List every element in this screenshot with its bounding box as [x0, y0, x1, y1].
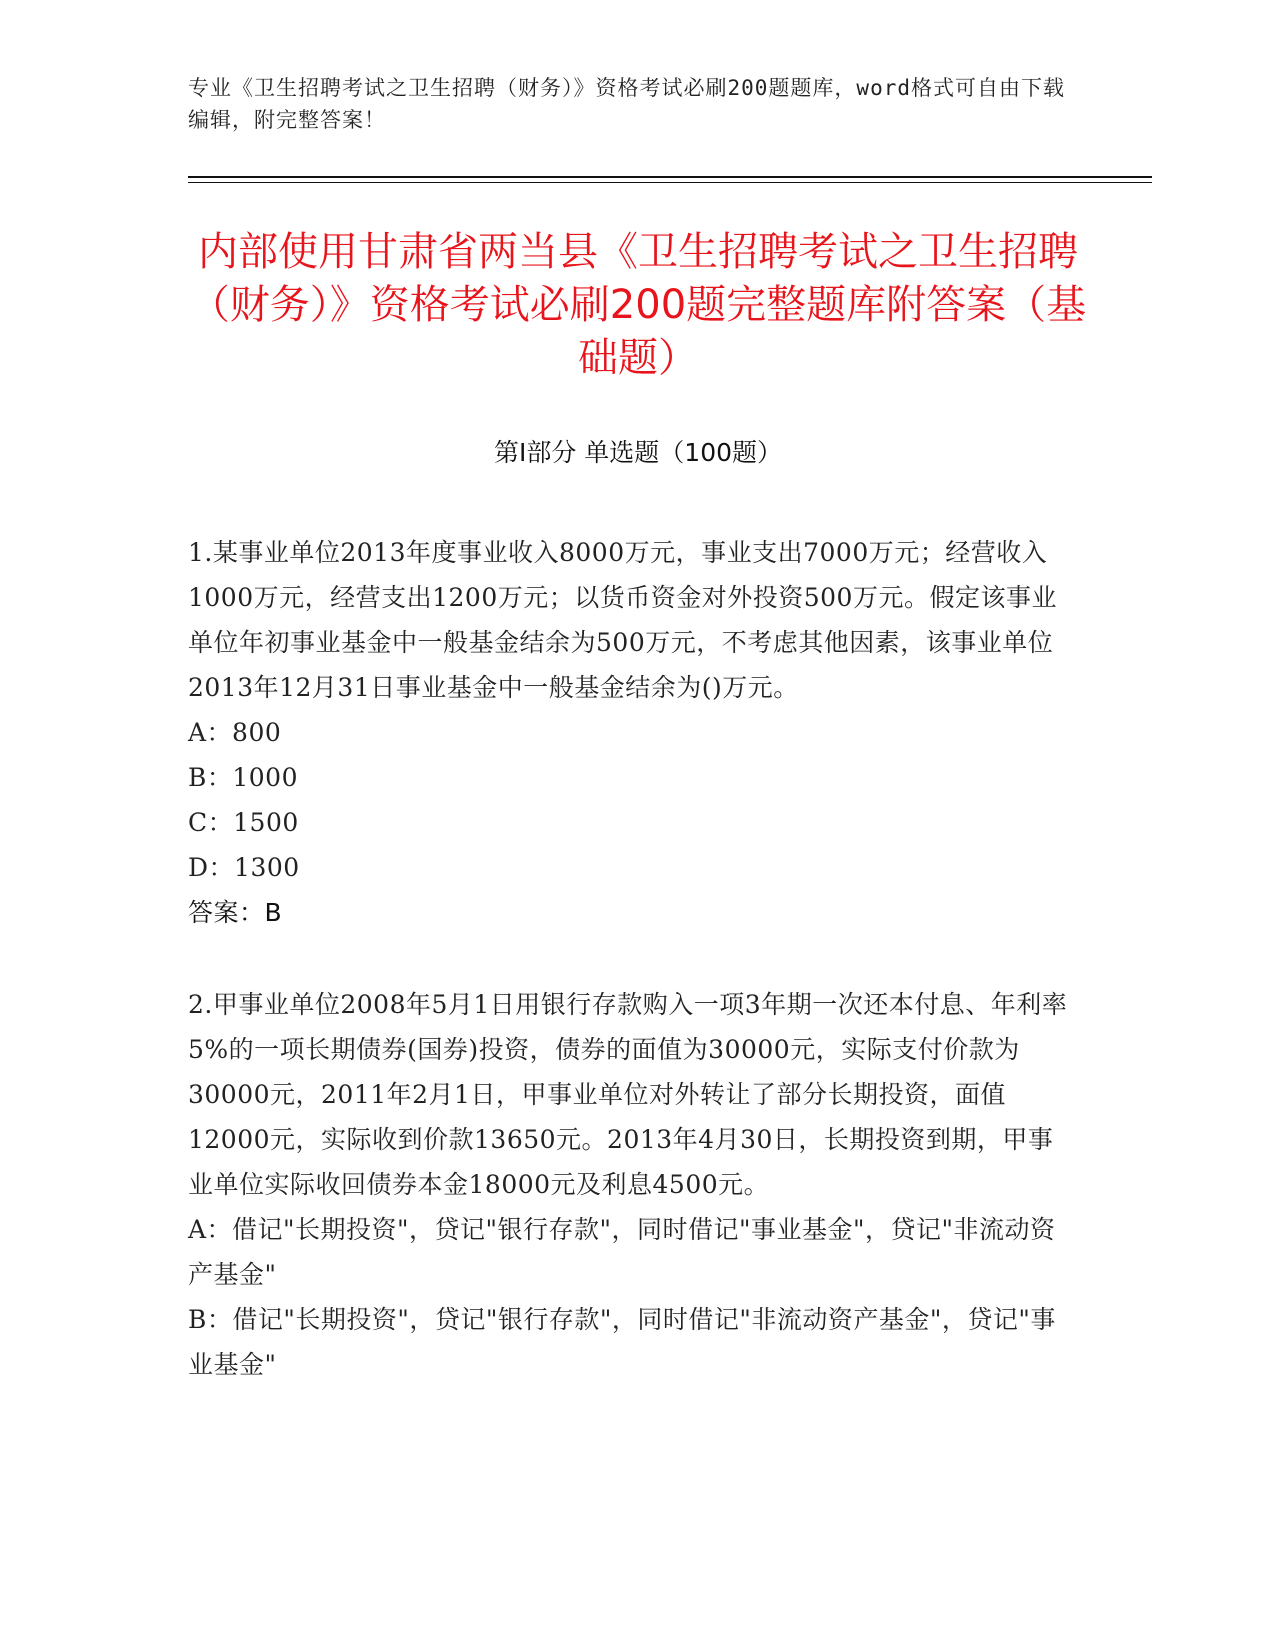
- option-b: B：1000: [188, 763, 298, 792]
- option-a: A：800: [188, 718, 282, 747]
- question-2: [188, 982, 1068, 1387]
- option-a: A：借记"长期投资"，贷记"银行存款"，同时借记"事业基金"，贷记"非流动资产基金": [188, 1215, 1056, 1289]
- question-stem: 2.甲事业单位2008年5月1日用银行存款购入一项3年期一次还本付息、年利率5%的一项长期债券(国券)投资，债券的面值为30000元，实际支付价款为30000元，2011年2月1日，甲事业单位对外转让了部分长期投资，面值12000元，实际收到价款13650元。2013年4月30日，长期投资到期，甲事业单位实际收回债券本金18000元及利息4500元。: [188, 990, 1068, 1199]
- option-c: C：1500: [188, 808, 299, 837]
- question-stem: 1.某事业单位2013年度事业收入8000万元，事业支出7000万元；经营收入1000万元，经营支出1200万元；以货币资金对外投资500万元。假定该事业单位年初事业基金中一般基金结余为500万元，不考虑其他因素，该事业单位2013年12月31日事业基金中一般基金结余为()万元。: [188, 538, 1057, 702]
- header-rule-thin: [188, 182, 1152, 183]
- question-1: [188, 530, 1068, 935]
- header-note: 专业《卫生招聘考试之卫生招聘（财务）》资格考试必刷200题题库，word格式可自由下载编辑，附完整答案！: [188, 76, 1065, 132]
- question-list: [188, 530, 1068, 1387]
- option-d: D：1300: [188, 853, 300, 882]
- header-rule-thick: [188, 176, 1152, 178]
- answer: 答案：B: [188, 898, 283, 927]
- document-title: 内部使用甘肃省两当县《卫生招聘考试之卫生招聘（财务）》资格考试必刷200题完整题库附答案（基础题）: [189, 229, 1087, 381]
- option-b: B：借记"长期投资"，贷记"银行存款"，同时借记"非流动资产基金"，贷记"事业基金": [188, 1305, 1056, 1379]
- section-title: 第I部分 单选题（100题）: [493, 438, 783, 467]
